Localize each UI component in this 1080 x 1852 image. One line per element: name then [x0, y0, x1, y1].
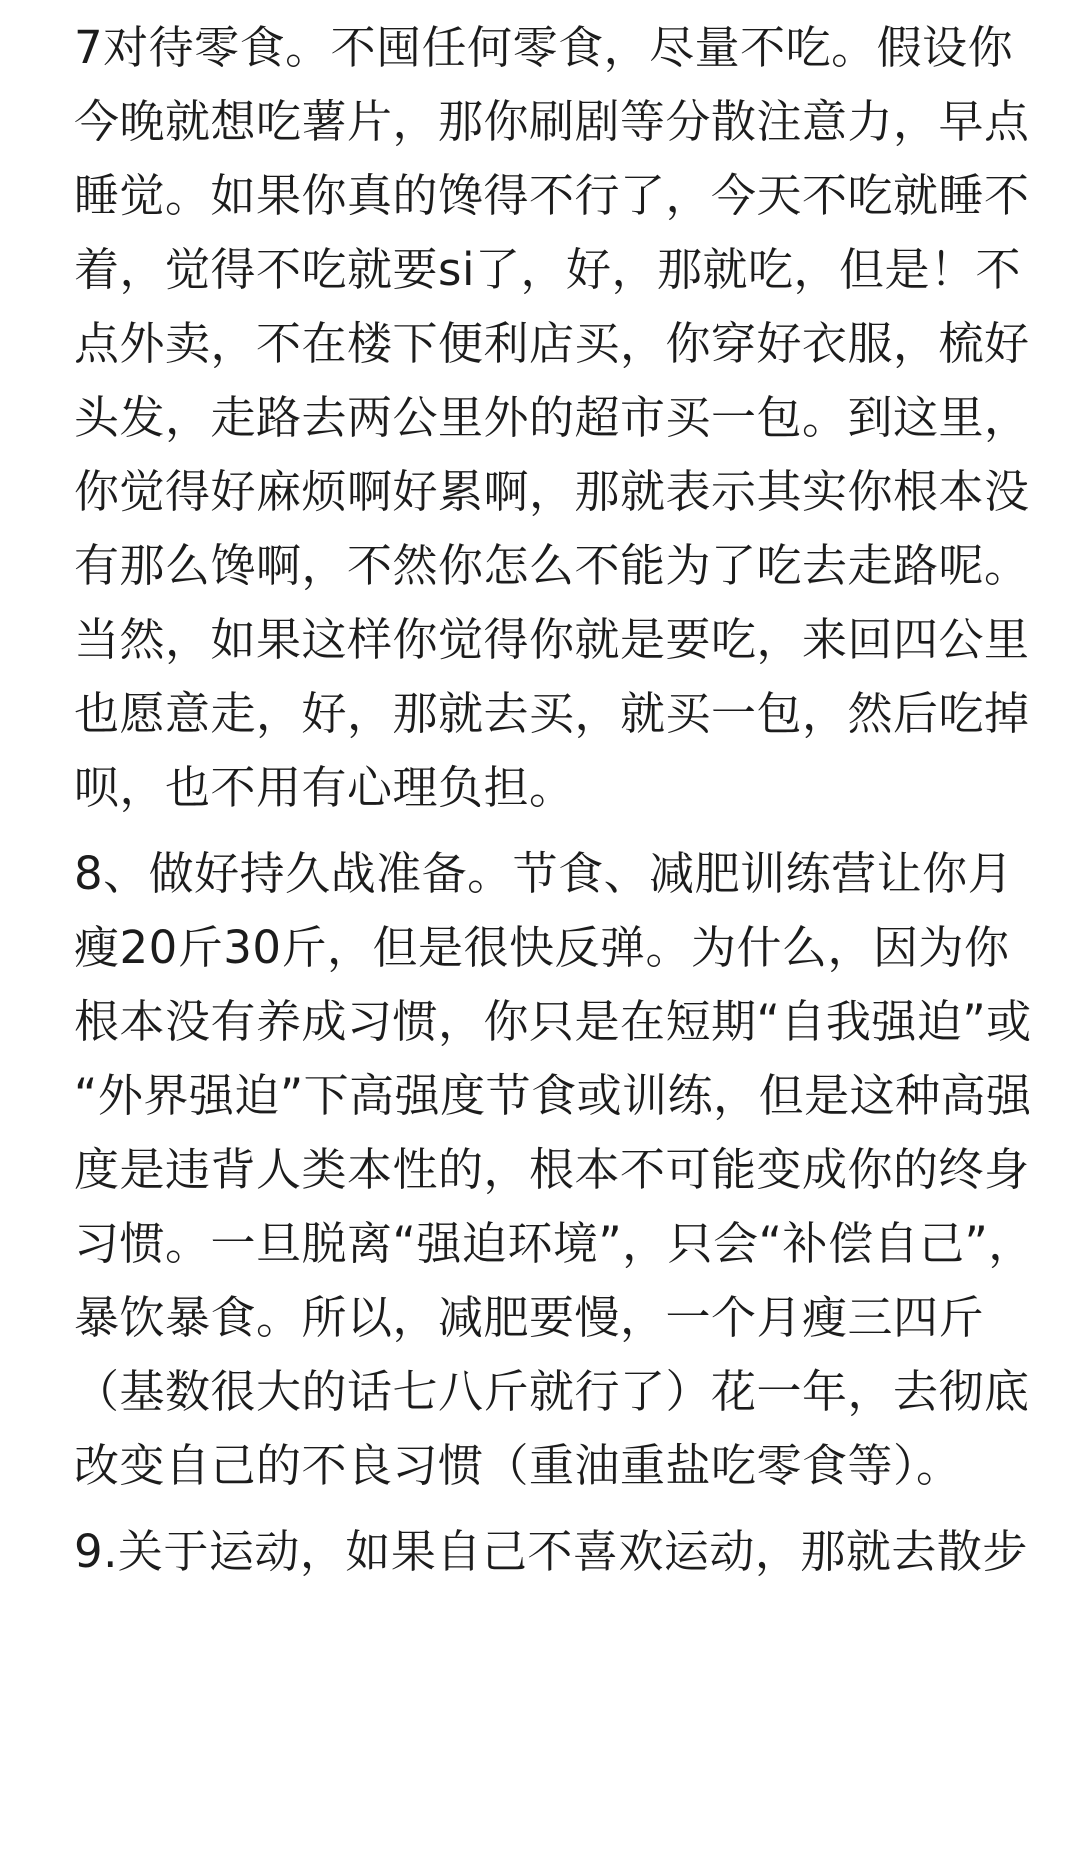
- text-line: 有那么馋啊，不然你怎么不能为了吃去走路呢。: [74, 539, 1030, 592]
- text-line: “外界强迫”下高强度节食或训练，但是这种高强: [74, 1069, 1032, 1122]
- text-line: 当然，如果这样你觉得你就是要吃，来回四公里: [74, 613, 1030, 666]
- text-line: 改变自己的不良习惯（重油重盐吃零食等）。: [74, 1439, 962, 1492]
- text-line: （基数很大的话七八斤就行了）花一年，去彻底: [74, 1365, 1030, 1418]
- text-line: 7对待零食。不囤任何零食，尽量不吃。假设你: [74, 21, 1014, 74]
- text-line: 你觉得好麻烦啊好累啊，那就表示其实你根本没: [74, 465, 1030, 518]
- text-line: 暴饮暴食。所以，减肥要慢，一个月瘦三四斤: [74, 1291, 985, 1344]
- text-line: 根本没有养成习惯，你只是在短期“自我强迫”或: [74, 995, 1032, 1048]
- text-line: 8、做好持久战准备。节食、减肥训练营让你月: [74, 847, 1014, 900]
- text-line: 睡觉。如果你真的馋得不行了，今天不吃就睡不: [74, 169, 1030, 222]
- text-line: 9.关于运动，如果自己不喜欢运动，那就去散步: [74, 1525, 1028, 1578]
- text-line: 着，觉得不吃就要si了，好，那就吃，但是！不: [74, 243, 1021, 296]
- text-line: 习惯。一旦脱离“强迫环境”，只会“补偿自己”，: [74, 1217, 1034, 1270]
- text-line: 度是违背人类本性的，根本不可能变成你的终身: [74, 1143, 1030, 1196]
- text-line: 瘦20斤30斤，但是很快反弹。为什么，因为你: [74, 921, 1010, 974]
- text-line: 今晚就想吃薯片，那你刷剧等分散注意力，早点: [74, 95, 1030, 148]
- text-line: 也愿意走，好，那就去买，就买一包，然后吃掉: [74, 687, 1030, 740]
- text-line: 点外卖，不在楼下便利店买，你穿好衣服，梳好: [74, 317, 1030, 370]
- text-line: 呗，也不用有心理负担。: [74, 761, 575, 814]
- text-line: 头发，走路去两公里外的超市买一包。到这里，: [74, 391, 1030, 444]
